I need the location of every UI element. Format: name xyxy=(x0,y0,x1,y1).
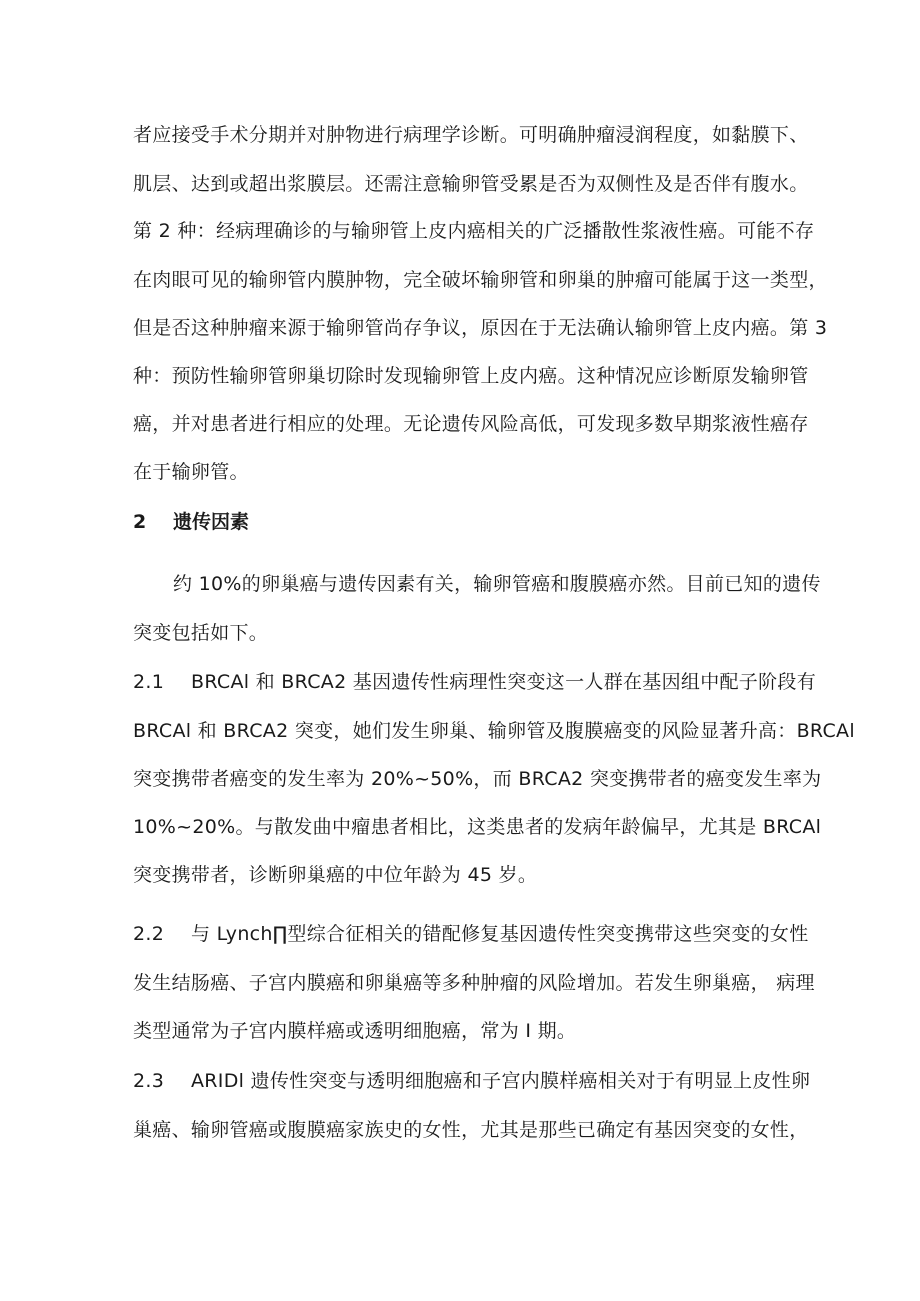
paragraph-line: 癌，并对患者进行相应的处理。无论遗传风险高低，可发现多数早期浆液性癌存 xyxy=(133,413,809,435)
paragraph-line: 种：预防性输卵管卵巢切除时发现输卵管上皮内癌。这种情况应诊断原发输卵管 xyxy=(133,365,809,387)
subsection-text: BRCAl 和 BRCA2 基因遗传性病理性突变这一人群在基因组中配子阶段有 xyxy=(191,671,816,693)
paragraph-line: 肌层、达到或超出浆膜层。还需注意输卵管受累是否为双侧性及是否伴有腹水。 xyxy=(133,173,809,195)
paragraph-line: 发生结肠癌、子宫内膜癌和卵巢癌等多种肿瘤的风险增加。若发生卵巢癌， 病理 xyxy=(133,972,815,994)
paragraph-line: 10%~20%。与散发曲中瘤患者相比，这类患者的发病年龄偏早，尤其是 BRCAl xyxy=(133,816,822,838)
section-heading xyxy=(133,510,249,534)
paragraph-line: 约 10%的卵巢癌与遗传因素有关，输卵管癌和腹膜癌亦然。目前已知的遗传 xyxy=(173,573,821,595)
subsection-number: 2.2 xyxy=(133,923,165,945)
subsection-first-line xyxy=(133,670,816,694)
paragraph-line: 巢癌、输卵管癌或腹膜癌家族史的女性，尤其是那些已确定有基因突变的女性， xyxy=(133,1119,809,1141)
paragraph-line: 在肉眼可见的输卵管内膜肿物，完全破坏输卵管和卵巢的肿瘤可能属于这一类型， xyxy=(133,269,828,291)
section-number: 2 xyxy=(133,511,147,533)
paragraph-line: 突变包括如下。 xyxy=(133,622,269,644)
paragraph-line: 突变携带者癌变的发生率为 20%~50%，而 BRCA2 突变携带者的癌变发生率为 xyxy=(133,768,822,790)
subsection-first-line xyxy=(133,922,809,946)
paragraph-line: 第 2 种：经病理确诊的与输卵管上皮内癌相关的广泛播散性浆液性癌。可能不存 xyxy=(133,220,815,242)
paragraph-line: 但是否这种肿瘤来源于输卵管尚存争议，原因在于无法确认输卵管上皮内癌。第 3 xyxy=(133,317,828,339)
subsection-first-line xyxy=(133,1069,811,1093)
paragraph-line: 类型通常为子宫内膜样癌或透明细胞癌，常为 I 期。 xyxy=(133,1020,577,1042)
paragraph-line: BRCAl 和 BRCA2 突变，她们发生卵巢、输卵管及腹膜癌变的风险显著升高：BRCAl xyxy=(133,720,855,742)
paragraph-line: 在于输卵管。 xyxy=(133,461,249,483)
paragraph-line: 突变携带者，诊断卵巢癌的中位年龄为 45 岁。 xyxy=(133,864,538,886)
subsection-number: 2.3 xyxy=(133,1070,165,1092)
subsection-text: ARIDl 遗传性突变与透明细胞癌和子宫内膜样癌相关对于有明显上皮性卵 xyxy=(191,1070,811,1092)
section-title: 遗传因素 xyxy=(173,511,250,533)
subsection-text: 与 Lynch∏型综合征相关的错配修复基因遗传性突变携带这些突变的女性 xyxy=(191,923,809,945)
paragraph-line: 者应接受手术分期并对肿物进行病理学诊断。可明确肿瘤浸润程度，如黏膜下、 xyxy=(133,124,809,146)
subsection-number: 2.1 xyxy=(133,671,165,693)
